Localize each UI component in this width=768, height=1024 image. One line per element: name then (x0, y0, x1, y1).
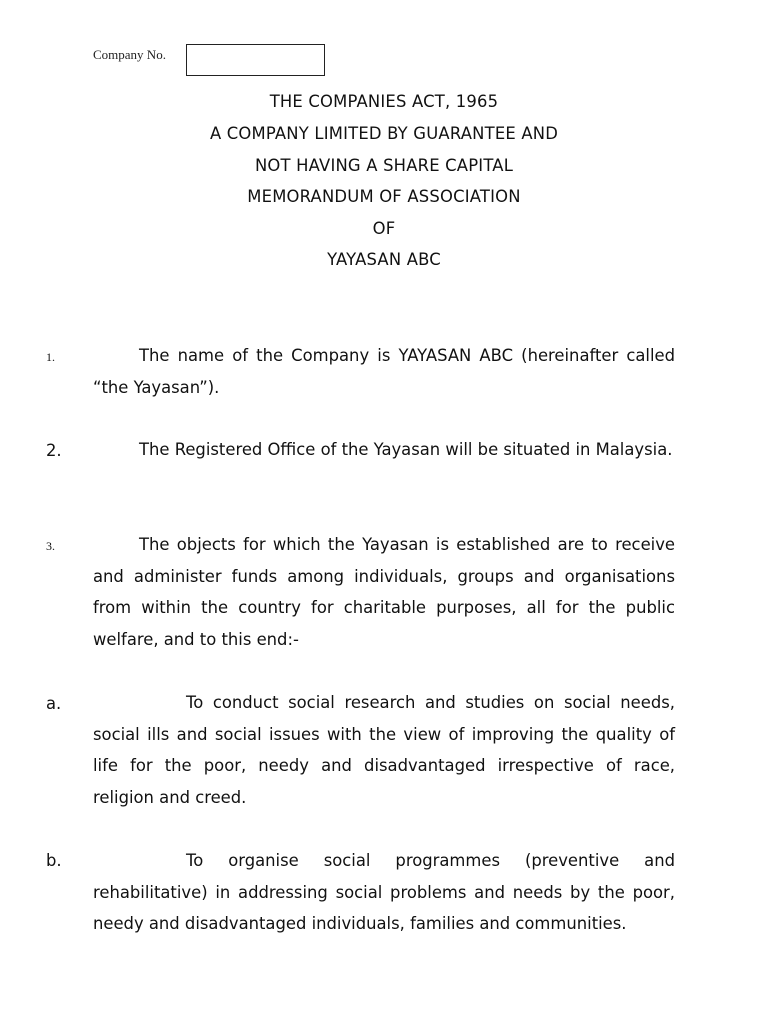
clause-body: The name of the Company is YAYASAN ABC (hereinafter called “the Yayasan”). (93, 346, 675, 397)
company-no-label: Company No. (93, 47, 166, 62)
company-no-field (186, 44, 325, 76)
clause-body: The Registered Office of the Yayasan will be situated in Malaysia. (139, 440, 673, 459)
clause-text (93, 434, 675, 466)
clause-body: The objects for which the Yayasan is established are to receive and administer funds among individuals, groups and organisations from within the country for charitable purposes, all for the public welfare, and to this end:- (93, 535, 675, 649)
clause-text (93, 687, 675, 813)
heading-act: THE COMPANIES ACT, 1965 (269, 92, 499, 111)
heading-of: OF (372, 219, 396, 238)
clause-body: To organise social programmes (preventive and rehabilitative) in addressing social problems and needs by the poor, needy and disadvantaged individuals, families and communities. (93, 851, 675, 933)
clause-number: 2. (46, 441, 62, 460)
heading-yayasan-name: YAYASAN ABC (327, 250, 441, 269)
clause-body: To conduct social research and studies on social needs, social ills and social issues with the view of improving the quality of life for the poor, needy and disadvantaged irrespective of race, religion and creed. (93, 693, 675, 807)
clause-number: 1. (46, 350, 55, 364)
heading-share-capital: NOT HAVING A SHARE CAPITAL (254, 156, 514, 175)
clause-number: 3. (46, 539, 55, 553)
clause-text (93, 529, 675, 655)
clause-number: b. (46, 851, 62, 870)
heading-company-type: A COMPANY LIMITED BY GUARANTEE AND (209, 124, 559, 143)
clause-text (93, 340, 675, 403)
heading-memorandum: MEMORANDUM OF ASSOCIATION (247, 187, 521, 206)
clause-number: a. (46, 694, 62, 713)
clause-text (93, 845, 675, 940)
